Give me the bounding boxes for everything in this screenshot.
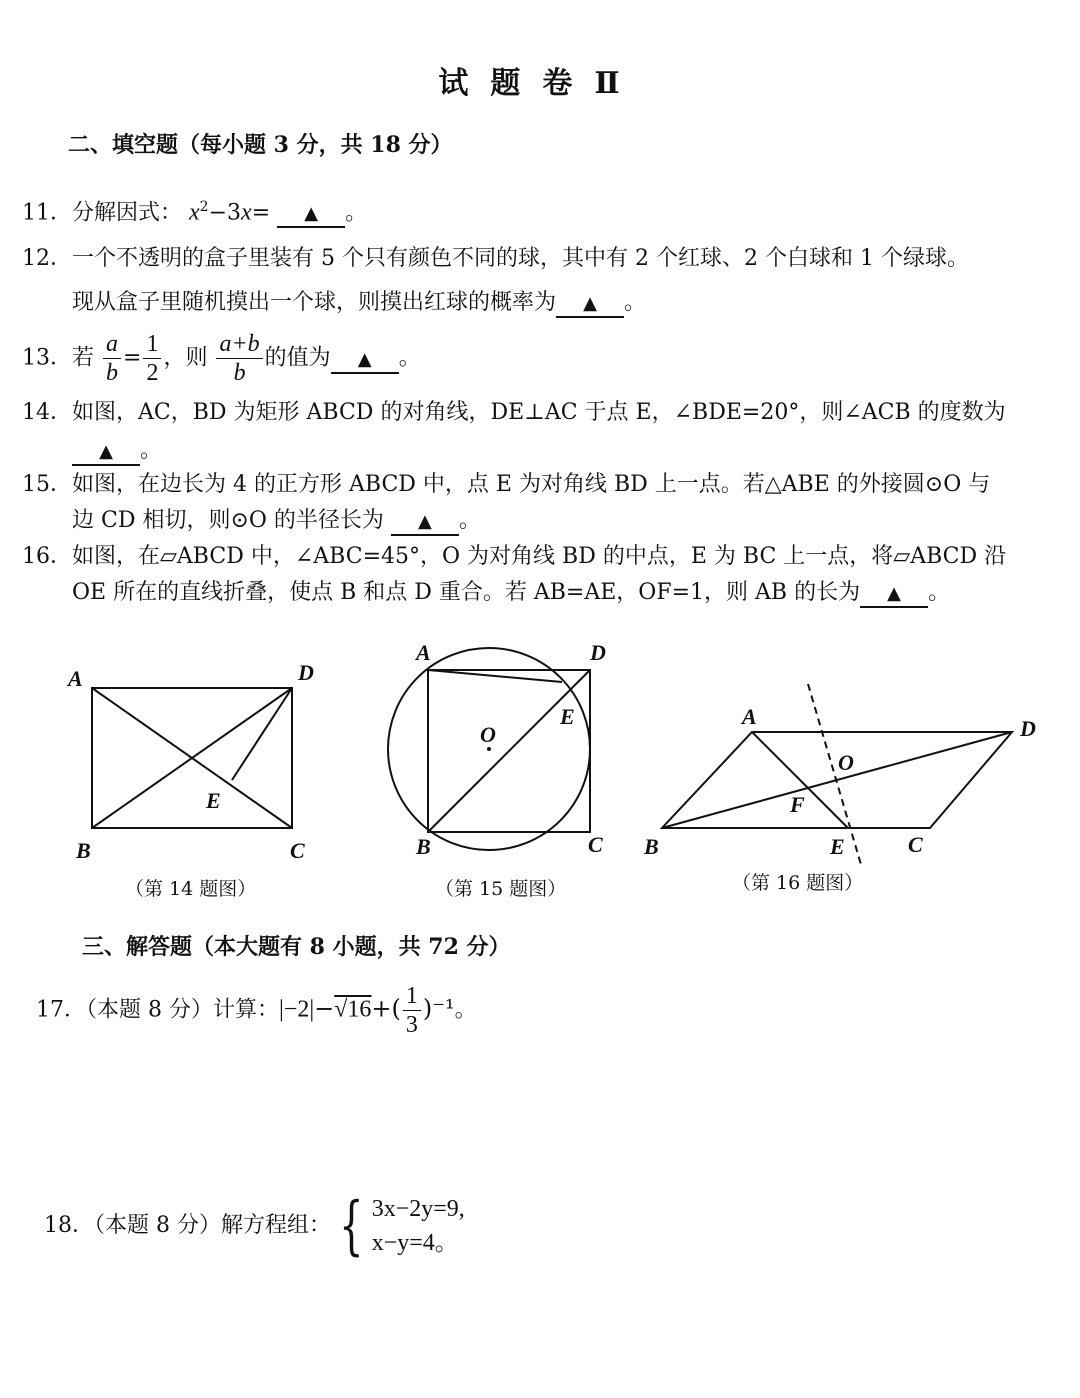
q18-brace: { xyxy=(339,1189,364,1263)
fig14-label-d: D xyxy=(298,660,314,685)
question-17 xyxy=(36,982,477,1039)
figure-15 xyxy=(380,634,640,864)
fig16-label-o: O xyxy=(838,750,854,775)
q12-number: 12． xyxy=(22,246,72,271)
q17-end: 。 xyxy=(454,997,477,1023)
q17-plus-paren: +( xyxy=(371,994,401,1023)
q17-minus: − xyxy=(314,994,335,1023)
question-12 xyxy=(22,244,969,274)
q11-text: 分解因式： xyxy=(72,200,183,226)
q12-end: 。 xyxy=(624,290,647,315)
q13-f2-den: 2 xyxy=(146,360,159,386)
q16-line1: 如图，在▱ABCD 中，∠ABC=45°，O 为对角线 BD 的中点，E 为 BC 上一点，将▱ABCD 沿 xyxy=(72,544,1007,569)
q17-text: （本题 8 分）计算： xyxy=(86,997,279,1023)
q16-end: 。 xyxy=(928,580,951,605)
q15-number: 15． xyxy=(22,472,72,497)
q11-end: 。 xyxy=(345,200,368,226)
q14-number: 14． xyxy=(22,400,72,425)
q17-f-den: 3 xyxy=(405,1012,418,1038)
q18-equation-2: x−y=4。 xyxy=(371,1230,459,1256)
fig16-label-a: A xyxy=(742,704,757,729)
q13-f1-den: b xyxy=(106,360,119,386)
fig15-center-dot xyxy=(487,747,491,751)
q13-fraction-a-b xyxy=(103,330,121,387)
fig15-segment-ae xyxy=(428,670,562,682)
q17-f-num: 1 xyxy=(403,982,421,1011)
q15-line2-text: 边 CD 相切，则⊙O 的半径长为 xyxy=(72,508,384,533)
question-14-line2 xyxy=(72,436,162,466)
q13-pre: 若 xyxy=(72,345,95,371)
question-11 xyxy=(22,192,367,228)
question-15-line2 xyxy=(72,506,481,536)
q11-minus-3: −3 xyxy=(208,200,242,226)
q18-text: （本题 8 分）解方程组： xyxy=(94,1213,331,1238)
fig16-label-b: B xyxy=(644,834,659,859)
q11-exponent: 2 xyxy=(199,199,209,215)
fig15-label-o: O xyxy=(480,722,496,747)
q13-answer-blank[interactable]: ▲ xyxy=(331,348,399,374)
q13-f2-num: 1 xyxy=(143,330,161,359)
q16-number: 16． xyxy=(22,544,72,569)
q18-equation-1: 3x−2y=9, xyxy=(371,1196,465,1222)
q13-mid: ，则 xyxy=(163,345,208,371)
question-16-line2 xyxy=(72,578,950,608)
q13-f3-num: a+b xyxy=(216,330,262,359)
fig15-label-e: E xyxy=(560,704,575,729)
fig15-label-a: A xyxy=(416,640,431,665)
q13-fraction-1-2 xyxy=(143,330,161,387)
q15-end: 。 xyxy=(458,508,481,533)
fig16-label-e: E xyxy=(830,834,845,859)
q14-end: 。 xyxy=(140,438,163,463)
page-title: 试题卷Ⅱ xyxy=(438,66,642,101)
q18-number: 18． xyxy=(44,1213,94,1238)
q17-sqrt: √16 xyxy=(334,996,372,1023)
q13-equals: = xyxy=(123,345,142,371)
fig15-label-d: D xyxy=(590,640,606,665)
question-15 xyxy=(22,470,990,500)
fig16-label-c: C xyxy=(908,832,923,857)
q13-number: 13． xyxy=(22,345,72,371)
q12-answer-blank[interactable]: ▲ xyxy=(556,292,624,318)
question-18 xyxy=(44,1189,465,1263)
fig15-caption: （第 15 题图） xyxy=(435,878,567,900)
figure-16 xyxy=(640,670,1060,870)
q17-fraction-1-3 xyxy=(403,982,421,1039)
fig14-label-b: B xyxy=(76,838,91,863)
question-13 xyxy=(22,330,421,387)
question-16 xyxy=(22,542,1006,572)
q12-line2-text: 现从盒子里随机摸出一个球，则摸出红球的概率为 xyxy=(72,290,557,315)
question-14 xyxy=(22,398,1006,428)
q13-f1-num: a xyxy=(103,330,121,359)
fig16-caption: （第 16 题图） xyxy=(732,872,864,894)
question-12-line2 xyxy=(72,288,646,318)
q18-system xyxy=(372,1192,465,1260)
fig15-label-b: B xyxy=(416,834,431,859)
section-2-heading: 二、填空题（每小题 3 分，共 18 分） xyxy=(68,132,453,158)
q13-post: 的值为 xyxy=(264,345,331,371)
q13-fraction-apb-b xyxy=(216,330,262,387)
q13-f3-den: b xyxy=(233,360,246,386)
fig15-label-c: C xyxy=(588,832,603,857)
fig14-caption: （第 14 题图） xyxy=(125,878,257,900)
q11-number: 11． xyxy=(22,200,72,226)
figure-14 xyxy=(60,650,330,870)
q14-line1: 如图，AC，BD 为矩形 ABCD 的对角线，DE⊥AC 于点 E，∠BDE=20°，则∠ACB 的度数为 xyxy=(72,400,1006,425)
q17-abs-value: |−2| xyxy=(278,996,315,1023)
q11-answer-blank[interactable]: ▲ xyxy=(277,202,345,228)
q15-answer-blank[interactable]: ▲ xyxy=(391,510,459,536)
q11-var-x: x xyxy=(189,199,200,226)
fig14-label-e: E xyxy=(206,788,221,813)
q16-answer-blank[interactable]: ▲ xyxy=(860,582,928,608)
q11-var-x2: x xyxy=(241,199,252,226)
q16-line2-text: OE 所在的直线折叠，使点 B 和点 D 重合。若 AB=AE，OF=1，则 AB 的长为 xyxy=(72,580,861,605)
q11-equals: = xyxy=(251,200,271,226)
q14-answer-blank[interactable]: ▲ xyxy=(72,440,140,466)
section-3-heading: 三、解答题（本大题有 8 小题，共 72 分） xyxy=(82,934,511,960)
q15-line1: 如图，在边长为 4 的正方形 ABCD 中，点 E 为对角线 BD 上一点。若△ABE 的外接圆⊙O 与 xyxy=(72,472,991,497)
q17-number: 17． xyxy=(36,997,86,1023)
q12-line1: 一个不透明的盒子里装有 5 个只有颜色不同的球，其中有 2 个红球、2 个白球和 1 个绿球。 xyxy=(72,246,969,271)
fig16-label-f: F xyxy=(790,792,805,817)
q17-power: )⁻¹ xyxy=(422,994,455,1023)
fig14-label-c: C xyxy=(290,838,305,863)
fig15-diagonal-bd xyxy=(428,670,590,832)
q13-end: 。 xyxy=(398,345,421,371)
fig14-segment-de xyxy=(232,688,292,780)
fig14-label-a: A xyxy=(68,666,83,691)
fig16-label-d: D xyxy=(1020,716,1036,741)
